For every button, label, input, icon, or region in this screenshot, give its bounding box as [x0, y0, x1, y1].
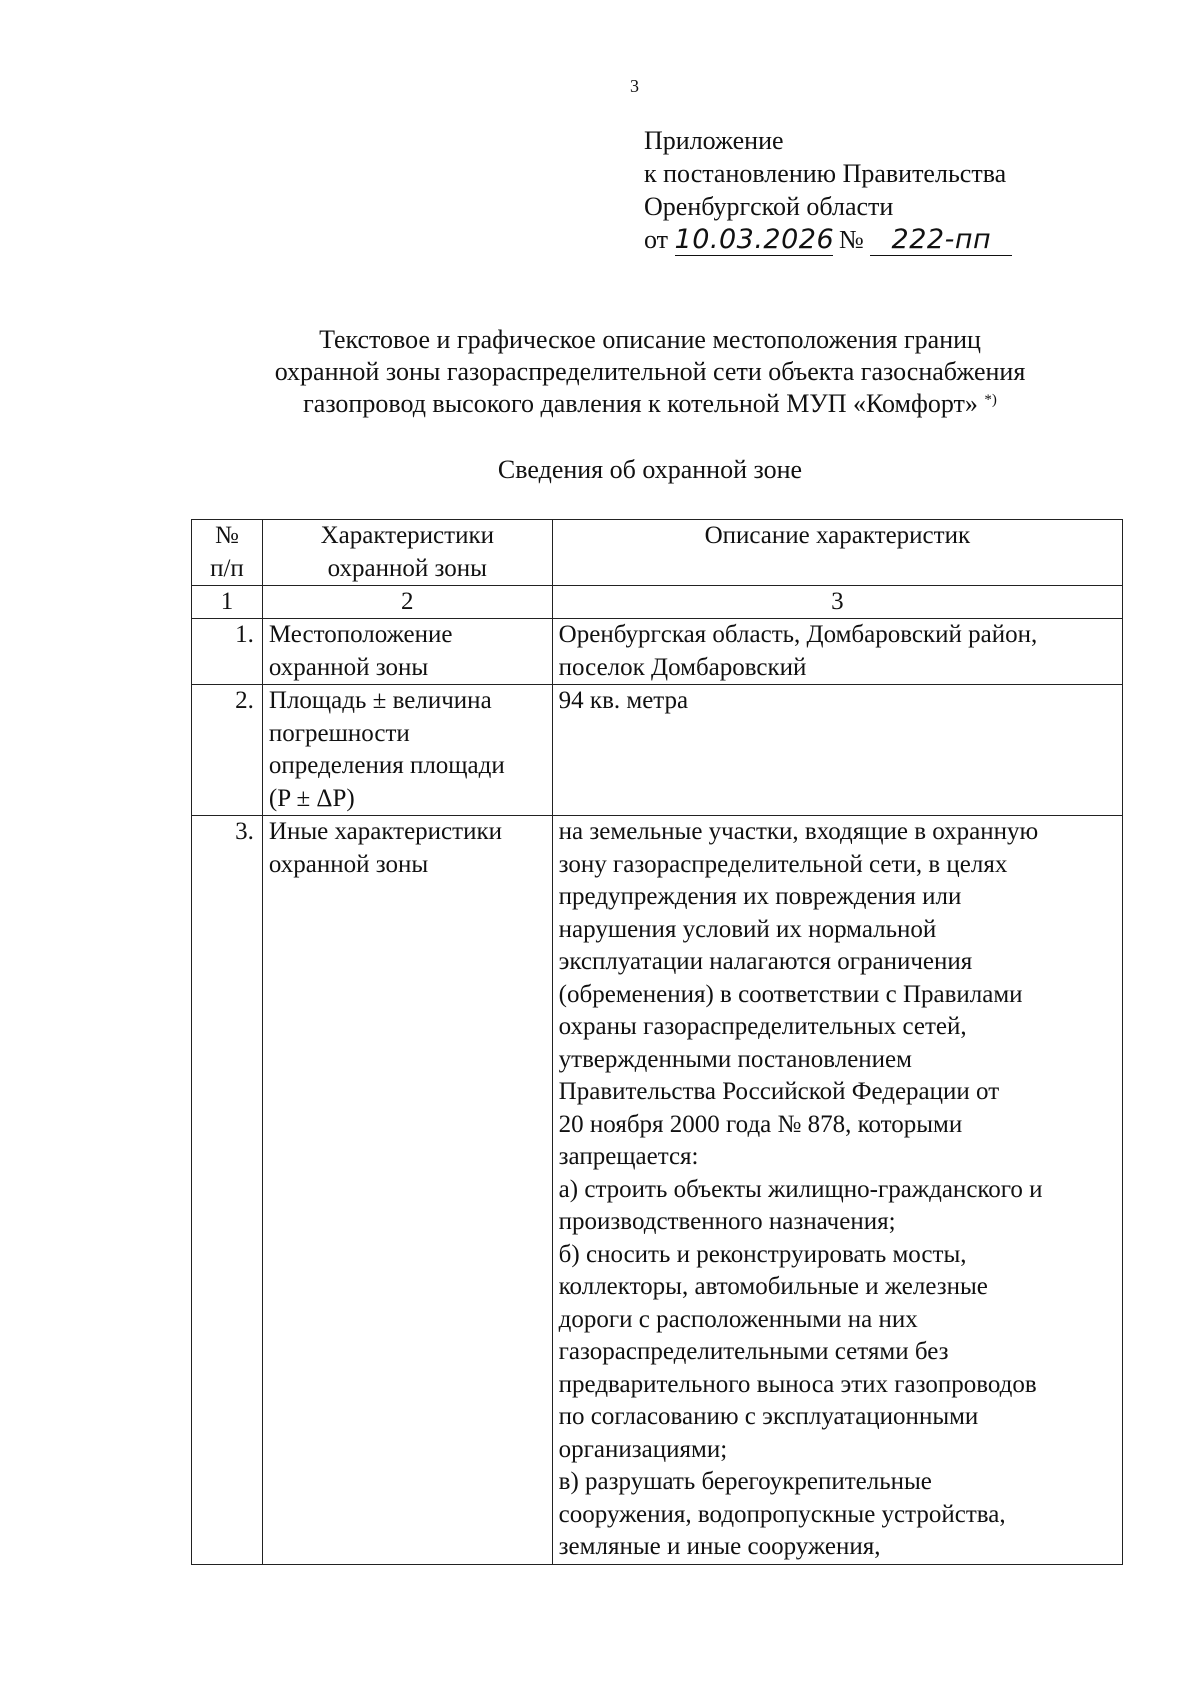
characteristic-line: погрешности — [268, 719, 410, 747]
section-subtitle: Сведения об охранной зоне — [497, 455, 803, 484]
page-number: 3 — [630, 76, 639, 96]
description-line: предварительного выноса этих газопроводов — [558, 1370, 1037, 1398]
table-row — [192, 685, 1123, 816]
row-description — [552, 816, 1122, 1565]
table-row — [192, 816, 1123, 1565]
description-line: охраны газораспределительных сетей, — [558, 1013, 967, 1040]
characteristic-line: определения площади — [268, 752, 505, 779]
row-number: 3. — [192, 816, 263, 1565]
appendix-block — [644, 124, 1012, 256]
appendix-line-2: к постановлению Правительства — [644, 159, 1007, 188]
characteristic-line: (P ± ΔP) — [268, 784, 355, 812]
description-line: Оренбургская область, Домбаровский район, — [558, 621, 1038, 648]
row-description — [552, 619, 1122, 685]
characteristic-line: охранной зоны — [268, 653, 429, 681]
header-characteristics-line-2: охранной зоны — [327, 554, 487, 582]
characteristic-line: Местоположение — [268, 621, 453, 648]
description-line: коллекторы, автомобильные и железные — [558, 1273, 988, 1300]
footnote-mark: *) — [984, 392, 997, 408]
row-description — [552, 685, 1122, 816]
description-line: эксплуатации налагаются ограничения — [558, 948, 973, 975]
description-line: а) строить объекты жилищно-гражданского и — [558, 1175, 1043, 1203]
title-line-3 — [190, 388, 1110, 420]
header-cell-description: Описание характеристик — [552, 520, 1122, 586]
characteristic-line: Иные характеристики — [268, 818, 502, 845]
description-line: дороги с расположенными на них — [558, 1305, 918, 1333]
column-number-1: 1 — [192, 586, 263, 619]
header-characteristics-line-1: Характеристики — [320, 522, 494, 549]
description-line: поселок Домбаровский — [558, 653, 807, 681]
appendix-line-4 — [644, 223, 1012, 256]
column-number-2: 2 — [262, 586, 552, 619]
description-line: зону газораспределительной сети, в целях — [558, 850, 1008, 878]
description-line: производственного назначения; — [558, 1208, 896, 1235]
description-line: б) сносить и реконструировать мосты, — [558, 1240, 967, 1268]
row-number: 2. — [192, 685, 263, 816]
appendix-line-1: Приложение — [644, 126, 784, 155]
table-row — [192, 619, 1123, 685]
description-line: Правительства Российской Федерации от — [558, 1078, 1000, 1105]
row-number: 1. — [192, 619, 263, 685]
description-line: сооружения, водопропускные устройства, — [558, 1500, 1006, 1528]
description-line: 20 ноября 2000 года № 878, которыми — [558, 1110, 963, 1138]
description-line: на земельные участки, входящие в охранную — [558, 818, 1039, 845]
handwritten-date: 10.03.2026 — [674, 224, 835, 255]
description-line: в) разрушать берегоукрепительные — [558, 1468, 932, 1495]
row-characteristic — [262, 685, 552, 816]
characteristic-line: Площадь ± величина — [268, 687, 492, 714]
table-header-row — [192, 520, 1123, 586]
handwritten-number: 222-пп — [870, 225, 1012, 256]
header-number-abbrev: п/п — [210, 554, 244, 582]
number-label: № — [839, 225, 864, 254]
title-line-1: Текстовое и графическое описание местоположения границ — [319, 325, 981, 354]
row-characteristic — [262, 816, 552, 1565]
description-line: предупреждения их повреждения или — [558, 883, 962, 910]
header-cell-characteristics — [262, 520, 552, 586]
row-characteristic — [262, 619, 552, 685]
header-cell-number — [192, 520, 263, 586]
column-number-3: 3 — [552, 586, 1122, 619]
appendix-line-3: Оренбургской области — [644, 192, 894, 221]
characteristic-line: охранной зоны — [268, 850, 429, 878]
title-line-2: охранной зоны газораспределительной сети объекта газоснабжения — [274, 357, 1026, 386]
description-line: запрещается: — [558, 1143, 699, 1170]
description-line: земляные и иные сооружения, — [558, 1533, 881, 1560]
description-line: нарушения условий их нормальной — [558, 915, 937, 943]
zone-info-table — [191, 519, 1123, 1565]
from-label: от — [644, 225, 669, 254]
document-title — [190, 324, 1110, 420]
description-line: по согласованию с эксплуатационными — [558, 1403, 979, 1430]
description-line: утвержденными постановлением — [558, 1045, 912, 1073]
header-number-sign: № — [215, 522, 239, 549]
description-line: газораспределительными сетями без — [558, 1338, 949, 1365]
description-line: организациями; — [558, 1435, 728, 1463]
column-numbering-row — [192, 586, 1123, 619]
description-line: (обременения) в соответствии с Правилами — [558, 980, 1023, 1008]
description-line: 94 кв. метра — [558, 687, 689, 714]
title-line-3-text: газопровод высокого давления к котельной МУП «Комфорт» — [303, 389, 978, 418]
